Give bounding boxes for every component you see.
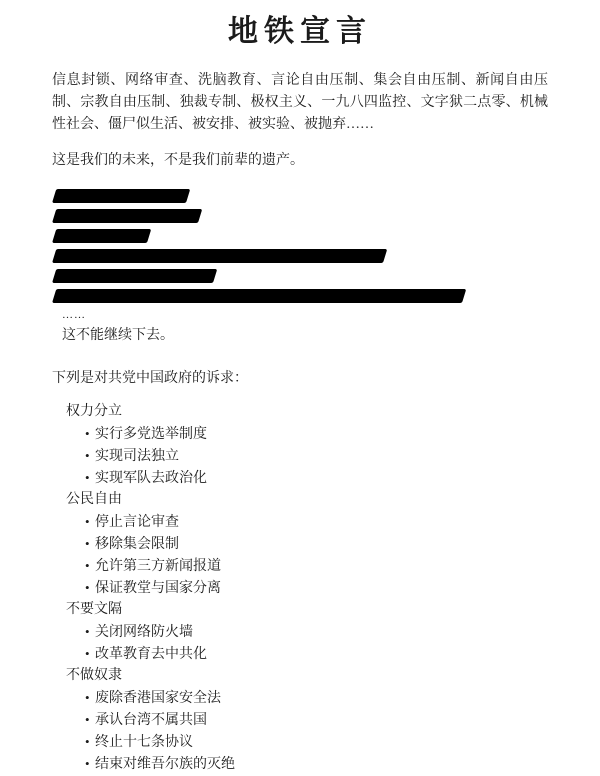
intro-paragraph: 信息封锁、网络审查、洗脑教育、言论自由压制、集会自由压制、新闻自由压制、宗教自由压制、独裁专制、极权主义、一九八四监控、文字狱二点零、机械性社会、僵尸似生活、被安排、被实验、被抛弃…… (52, 73, 548, 132)
demand-item-label: 废除香港国家安全法 (95, 691, 221, 706)
demand-items (66, 511, 548, 599)
demand-item (85, 731, 548, 753)
bullet-icon: • (85, 514, 90, 529)
demand-items (66, 621, 548, 665)
demand-item (85, 709, 548, 731)
demand-category-heading: 公民自由 (66, 492, 122, 507)
demand-item (85, 533, 548, 555)
demand-item-label: 关闭网络防火墙 (95, 625, 193, 640)
demand-item-label: 实现军队去政治化 (95, 471, 207, 486)
demand-items (66, 687, 548, 775)
demand-item (85, 643, 548, 665)
demand-item-label: 允许第三方新闻报道 (95, 559, 221, 574)
demand-item-label: 改革教育去中共化 (95, 647, 207, 662)
redacted-bar (52, 189, 190, 203)
demand-section (66, 489, 548, 599)
demand-item-label: 结束对维吾尔族的灭绝 (95, 757, 235, 772)
bullet-icon: • (85, 734, 90, 749)
demand-section (66, 599, 548, 665)
redacted-bar (52, 269, 217, 283)
bullet-icon: • (85, 690, 90, 705)
page-title: 地铁宣言 (228, 15, 372, 48)
demand-section (66, 401, 548, 489)
demand-item-label: 承认台湾不属共国 (95, 713, 207, 728)
demand-item-label: 终止十七条协议 (95, 735, 193, 750)
cannot-continue-statement: 这不能继续下去。 (62, 328, 174, 343)
demand-item-label: 移除集会限制 (95, 537, 179, 552)
demand-item-label: 保证教堂与国家分离 (95, 581, 221, 596)
demand-item (85, 753, 548, 775)
demand-item (85, 511, 548, 533)
redaction-ellipsis: …… (62, 309, 86, 321)
redacted-block (52, 189, 548, 303)
demand-item (85, 687, 548, 709)
bullet-icon: • (85, 558, 90, 573)
demand-item-label: 停止言论审查 (95, 515, 179, 530)
demand-items (66, 423, 548, 489)
bullet-icon: • (85, 712, 90, 727)
demand-item (85, 467, 548, 489)
bullet-icon: • (85, 646, 90, 661)
demands-list (66, 401, 548, 775)
bullet-icon: • (85, 448, 90, 463)
demand-item-label: 实现司法独立 (95, 449, 179, 464)
demands-intro: 下列是对共党中国政府的诉求： (52, 371, 248, 386)
bullet-icon: • (85, 536, 90, 551)
demand-item (85, 423, 548, 445)
bullet-icon: • (85, 470, 90, 485)
demand-item-label: 实行多党选举制度 (95, 427, 207, 442)
redacted-bar (52, 229, 151, 243)
redacted-bar (52, 289, 466, 303)
demand-item (85, 621, 548, 643)
bullet-icon: • (85, 624, 90, 639)
demand-item (85, 445, 548, 467)
demand-section (66, 665, 548, 775)
bullet-icon: • (85, 756, 90, 771)
future-statement: 这是我们的未来，不是我们前辈的遗产。 (52, 153, 304, 168)
demand-category-heading: 权力分立 (66, 404, 122, 419)
bullet-icon: • (85, 426, 90, 441)
bullet-icon: • (85, 580, 90, 595)
redacted-bar (52, 249, 387, 263)
demand-category-heading: 不做奴隶 (66, 668, 122, 683)
demand-item (85, 577, 548, 599)
demand-item (85, 555, 548, 577)
demand-category-heading: 不要文隔 (66, 602, 122, 617)
redacted-bar (52, 209, 202, 223)
